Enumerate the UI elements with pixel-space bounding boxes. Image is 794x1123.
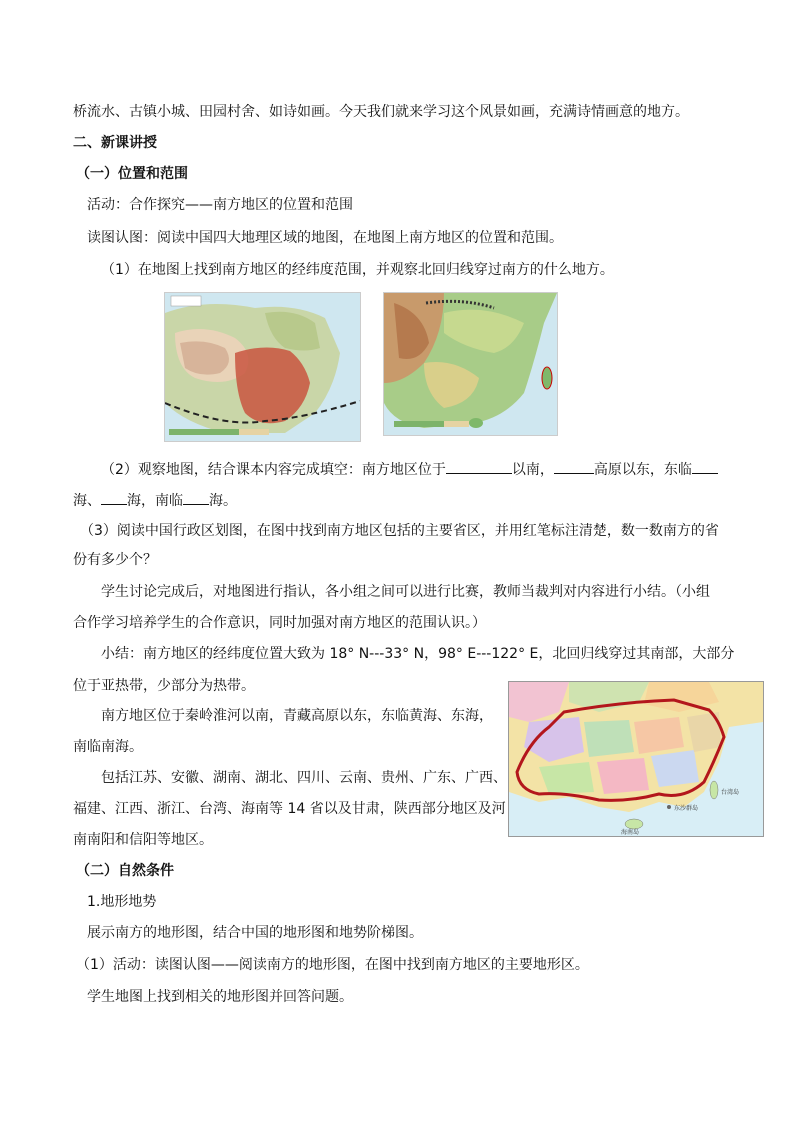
intro-tail: 桥流水、古镇小城、田园村舍、如诗如画。今天我们就来学习这个风景如画，充满诗情画意的地方。 <box>73 104 689 120</box>
blank-boundary[interactable] <box>446 459 512 474</box>
south-terrain-map-image <box>384 293 557 435</box>
blank-south-sea[interactable] <box>183 490 209 505</box>
blank-east-sea-1[interactable] <box>692 459 718 474</box>
south-terrain-map <box>383 292 558 436</box>
read-map-line: 读图认图：阅读中国四大地理区域的地图，在地图上南方地区的位置和范围。 <box>87 230 563 246</box>
taiwan-label: 台湾岛 <box>721 789 740 796</box>
hainan-island-shape <box>625 819 643 829</box>
activity-line: 活动：合作探究——南方地区的位置和范围 <box>87 197 353 213</box>
blank-plateau[interactable] <box>554 459 594 474</box>
map-legend-box <box>171 296 201 306</box>
summary-line2: 位于亚热带，少部分为热带。 <box>73 678 255 694</box>
dongsha-islands-dot <box>667 805 671 809</box>
question-2-line1 <box>101 459 718 480</box>
china-relief-map-image <box>165 293 360 441</box>
section-2-title: 二、新课讲授 <box>73 135 157 151</box>
discussion-line1: 学生讨论完成后，对地图进行指认，各小组之间可以进行比赛，教师当裁判对内容进行小结。（小组 <box>101 584 710 600</box>
provinces-line2: 福建、江西、浙江、台湾、海南等 14 省以及甘肃，陕西部分地区及河 <box>73 801 506 817</box>
q2-text-f: 海。 <box>209 493 237 509</box>
subsection-1-title: （一）位置和范围 <box>76 166 188 182</box>
taiwan-island <box>542 367 552 389</box>
terrain-student-line: 学生地图上找到相关的地形图并回答问题。 <box>87 989 353 1005</box>
summary-line1: 小结：南方地区的经纬度位置大致为 18° N---33° N，98° E---122° E，北回归线穿过其南部，大部分 <box>101 646 735 662</box>
q2-text-b: 以南， <box>511 462 554 478</box>
south-location-line2: 南临南海。 <box>73 739 143 755</box>
subsection-2-title: （二）自然条件 <box>76 863 174 879</box>
south-admin-map <box>508 681 764 837</box>
blank-east-sea-2[interactable] <box>101 490 127 505</box>
terrain-activity-line: （1）活动：读图认图——阅读南方的地形图，在图中找到南方地区的主要地形区。 <box>76 957 589 973</box>
discussion-line2: 合作学习培养学生的合作意识，同时加强对南方地区的范围认识。） <box>73 615 486 631</box>
q2-text-a: （2）观察地图，结合课本内容完成填空：南方地区位于 <box>101 462 446 478</box>
q2-text-c: 高原以东，东临 <box>593 462 692 478</box>
china-relief-map <box>164 292 361 442</box>
question-2-line2 <box>73 490 237 511</box>
question-1: （1）在地图上找到南方地区的经纬度范围，并观察北回归线穿过南方的什么地方。 <box>101 262 614 278</box>
terrain-title: 1.地形地势 <box>87 894 157 910</box>
hainan-island <box>469 418 483 428</box>
south-admin-map-image <box>509 682 763 836</box>
provinces-line1: 包括江苏、安徽、湖南、湖北、四川、云南、贵州、广东、广西、 <box>101 770 507 786</box>
hainan-label: 海南岛 <box>621 829 640 836</box>
provinces-line3: 南南阳和信阳等地区。 <box>73 832 213 848</box>
q2-text-d: 海、 <box>73 493 101 509</box>
dongsha-label: 东沙群岛 <box>674 805 699 812</box>
question-3-line1: （3）阅读中国行政区划图，在图中找到南方地区包括的主要省区，并用红笔标注清楚，数一数南方的省 <box>80 523 719 539</box>
south-location-line1: 南方地区位于秦岭淮河以南，青藏高原以东，东临黄海、东海， <box>101 708 493 724</box>
taiwan-island-shape <box>710 781 718 799</box>
question-3-line2: 份有多少个？ <box>73 552 157 568</box>
terrain-show-line: 展示南方的地形图，结合中国的地形图和地势阶梯图。 <box>87 925 423 941</box>
q2-text-e: 海，南临 <box>127 493 183 509</box>
